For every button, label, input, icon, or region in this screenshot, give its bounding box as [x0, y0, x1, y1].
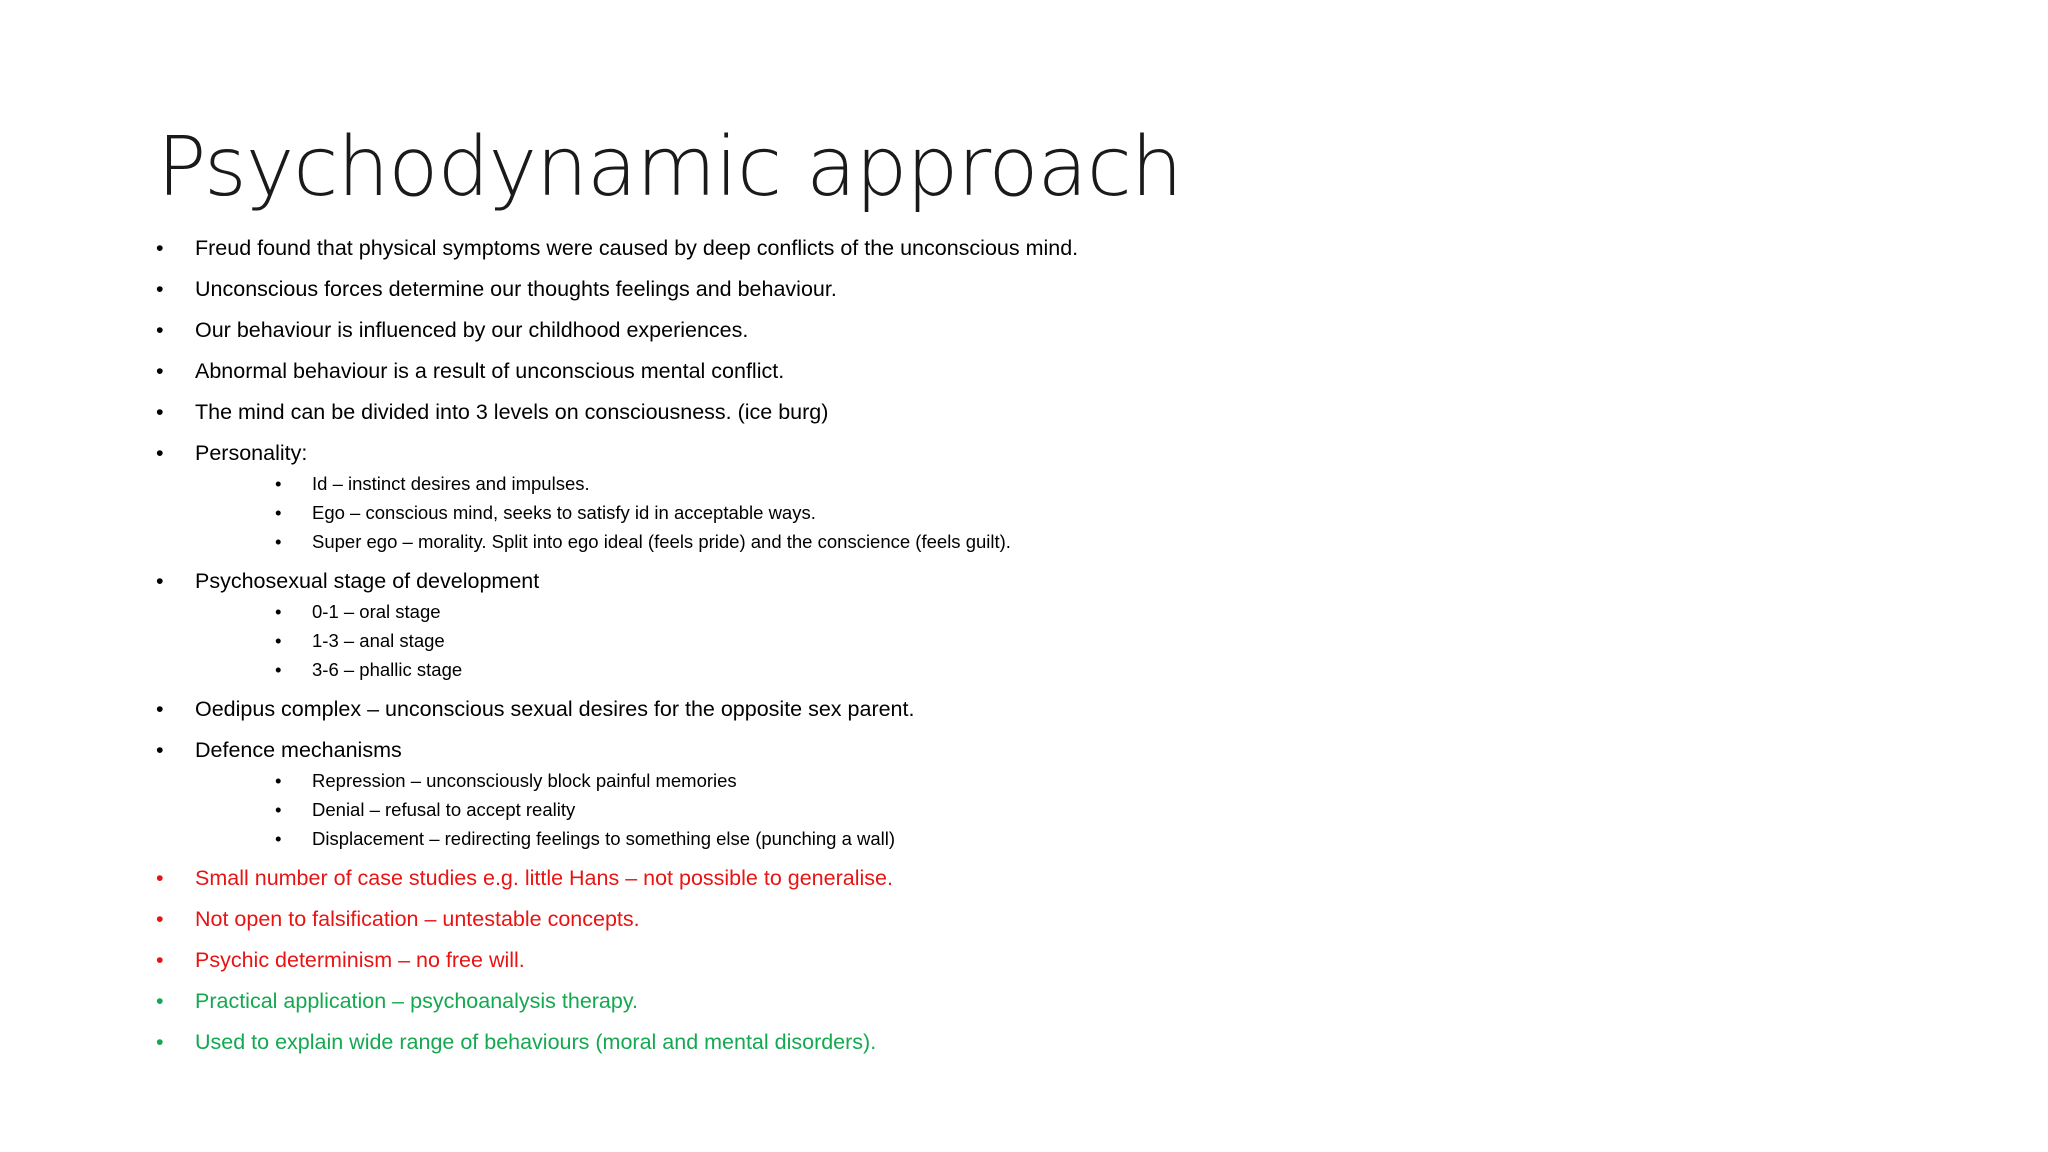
bullet-text: The mind can be divided into 3 levels on consciousness. (ice burg)	[195, 400, 829, 424]
bullet-dot-icon: •	[275, 473, 282, 494]
sub-bullet-text: 0-1 – oral stage	[312, 601, 441, 622]
bullet-text: Defence mechanisms	[195, 738, 402, 762]
bullet-text: Abnormal behaviour is a result of unconscious mental conflict.	[195, 359, 785, 383]
bullet-dot-icon: •	[156, 738, 164, 762]
sub-bullet-text: Displacement – redirecting feelings to something else (punching a wall)	[312, 828, 896, 849]
bullet-dot-icon: •	[156, 569, 164, 593]
sub-bullet-item	[195, 795, 1078, 824]
bullet-item-strength	[155, 1027, 1078, 1058]
bullet-item-psychosexual	[155, 566, 1078, 684]
sub-bullet-list	[195, 766, 1078, 853]
bullet-item	[155, 694, 1078, 725]
sub-bullet-item	[195, 824, 1078, 853]
sub-bullet-item	[195, 597, 1078, 626]
sub-bullet-item	[195, 766, 1078, 795]
bullet-dot-icon: •	[275, 770, 282, 791]
bullet-dot-icon: •	[156, 907, 164, 931]
sub-bullet-text: Ego – conscious mind, seeks to satisfy id in acceptable ways.	[312, 502, 816, 523]
bullet-text: Personality:	[195, 441, 308, 465]
bullet-dot-icon: •	[156, 359, 164, 383]
bullet-dot-icon: •	[156, 948, 164, 972]
bullet-dot-icon: •	[275, 828, 282, 849]
bullet-text: Not open to falsification – untestable concepts.	[195, 907, 640, 931]
sub-bullet-text: Id – instinct desires and impulses.	[312, 473, 590, 494]
sub-bullet-list	[195, 469, 1078, 556]
bullet-text: Psychosexual stage of development	[195, 569, 540, 593]
bullet-dot-icon: •	[275, 601, 282, 622]
bullet-item-defence	[155, 735, 1078, 853]
sub-bullet-text: 3-6 – phallic stage	[312, 659, 463, 680]
bullet-text: Psychic determinism – no free will.	[195, 948, 525, 972]
bullet-item-strength	[155, 986, 1078, 1017]
bullet-dot-icon: •	[156, 236, 164, 260]
bullet-dot-icon: •	[275, 630, 282, 651]
bullet-dot-icon: •	[156, 441, 164, 465]
bullet-dot-icon: •	[156, 277, 164, 301]
slide-title: Psychodynamic approach	[157, 120, 1182, 215]
bullet-dot-icon: •	[156, 697, 164, 721]
bullet-item	[155, 233, 1078, 264]
bullet-text: Oedipus complex – unconscious sexual desires for the opposite sex parent.	[195, 697, 915, 721]
bullet-dot-icon: •	[156, 318, 164, 342]
bullet-item-personality	[155, 438, 1078, 556]
bullet-item	[155, 315, 1078, 346]
bullet-item	[155, 274, 1078, 305]
bullet-text: Used to explain wide range of behaviours (moral and mental disorders).	[195, 1030, 877, 1054]
bullet-item-criticism	[155, 904, 1078, 935]
sub-bullet-item	[195, 469, 1078, 498]
sub-bullet-text: Denial – refusal to accept reality	[312, 799, 576, 820]
bullet-text: Practical application – psychoanalysis therapy.	[195, 989, 638, 1013]
sub-bullet-text: 1-3 – anal stage	[312, 630, 445, 651]
sub-bullet-list	[195, 597, 1078, 684]
bullet-dot-icon: •	[156, 400, 164, 424]
bullet-dot-icon: •	[156, 1030, 164, 1054]
bullet-dot-icon: •	[275, 659, 282, 680]
bullet-dot-icon: •	[156, 989, 164, 1013]
bullet-dot-icon: •	[156, 866, 164, 890]
bullet-item-criticism	[155, 863, 1078, 894]
sub-bullet-item	[195, 498, 1078, 527]
bullet-item	[155, 397, 1078, 428]
bullet-item-criticism	[155, 945, 1078, 976]
bullet-item	[155, 356, 1078, 387]
bullet-dot-icon: •	[275, 531, 282, 552]
bullet-text: Small number of case studies e.g. little Hans – not possible to generalise.	[195, 866, 893, 890]
bullet-text: Freud found that physical symptoms were caused by deep conflicts of the unconscious mind.	[195, 236, 1079, 260]
sub-bullet-item	[195, 626, 1078, 655]
bullet-dot-icon: •	[275, 799, 282, 820]
sub-bullet-text: Repression – unconsciously block painful memories	[312, 770, 737, 791]
bullet-text: Unconscious forces determine our thoughts feelings and behaviour.	[195, 277, 837, 301]
sub-bullet-text: Super ego – morality. Split into ego ideal (feels pride) and the conscience (feels guilt).	[312, 531, 1011, 552]
bullet-dot-icon: •	[275, 502, 282, 523]
sub-bullet-item	[195, 527, 1078, 556]
bullet-text: Our behaviour is influenced by our childhood experiences.	[195, 318, 749, 342]
bullet-list	[155, 233, 1078, 1068]
sub-bullet-item	[195, 655, 1078, 684]
